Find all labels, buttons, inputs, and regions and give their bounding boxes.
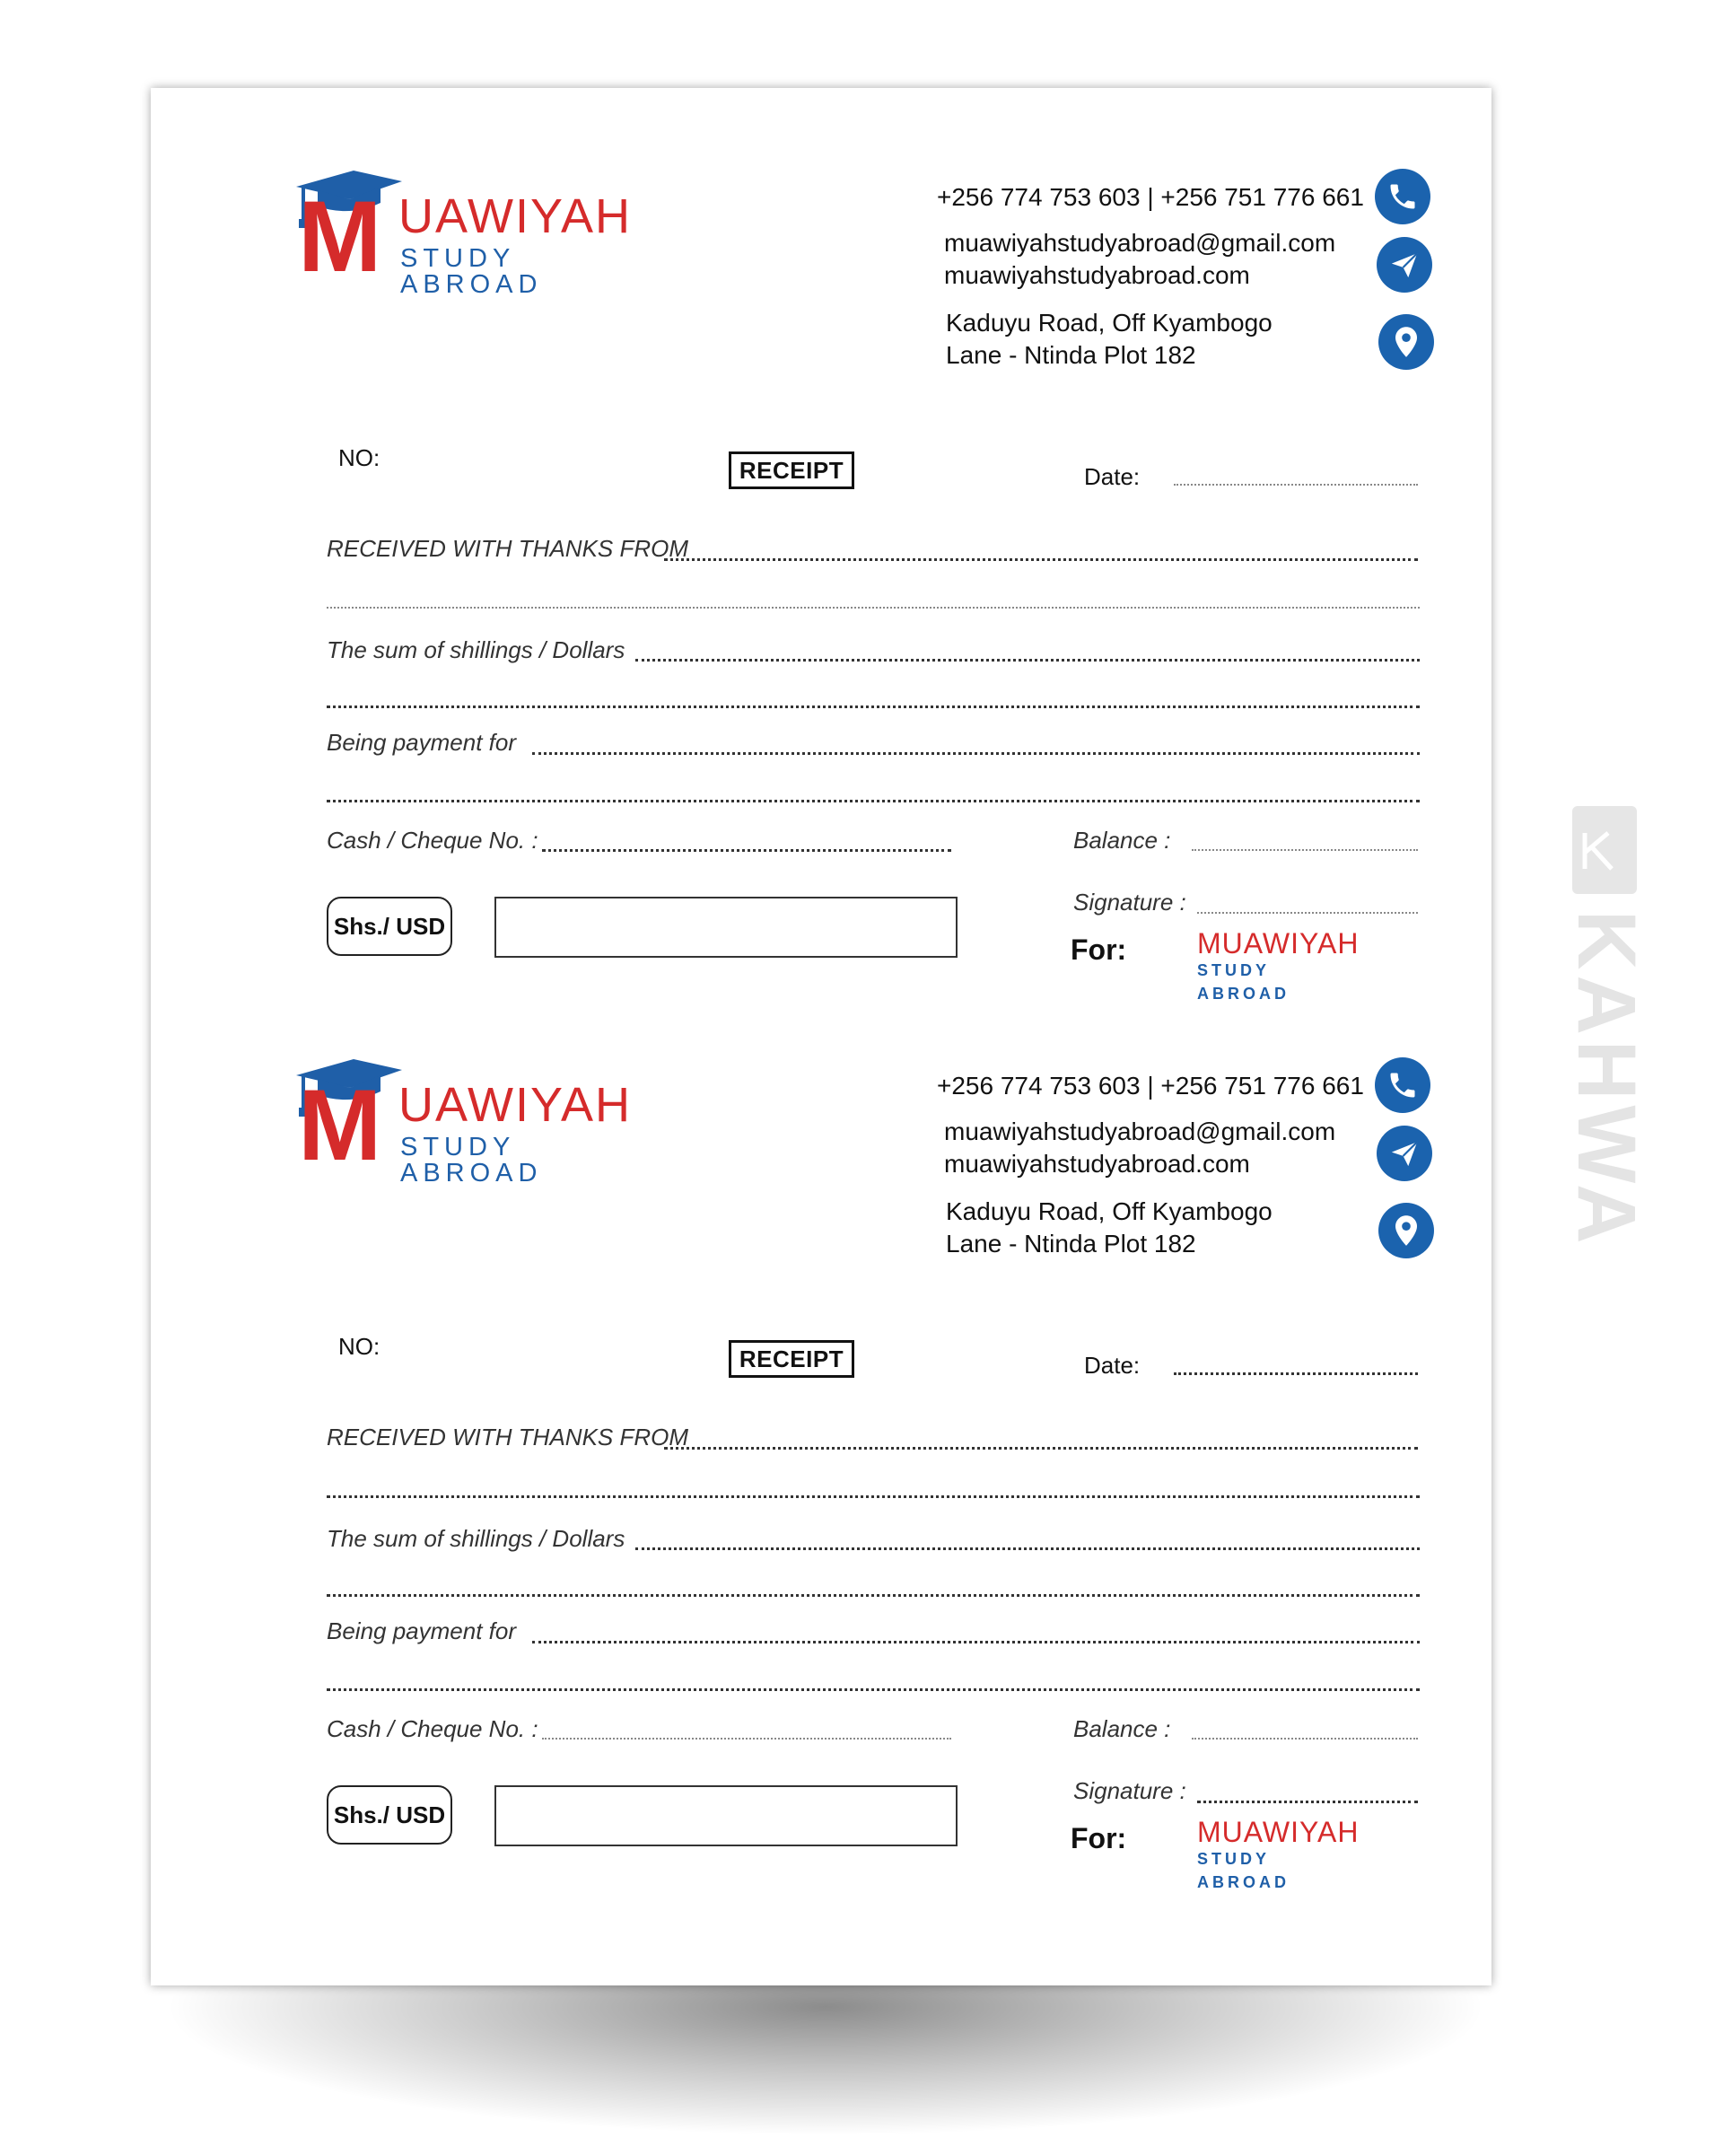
sum-label: The sum of shillings / Dollars xyxy=(327,1525,625,1552)
for-label: For: xyxy=(1071,933,1127,966)
sum-line-2[interactable] xyxy=(327,1594,1420,1597)
for-label: For: xyxy=(1071,1822,1127,1854)
received-from-line[interactable] xyxy=(664,1447,1418,1450)
address-line-2: Lane - Ntinda Plot 182 xyxy=(946,1230,1196,1258)
amount-box[interactable] xyxy=(494,1785,958,1846)
address-line-1: Kaduyu Road, Off Kyambogo xyxy=(946,1197,1273,1225)
company-logo xyxy=(291,167,686,299)
date-label: Date: xyxy=(1084,1352,1141,1379)
receipt-title: RECEIPT xyxy=(729,451,854,489)
receipt-title: RECEIPT xyxy=(729,1340,854,1378)
receipt-bottom xyxy=(151,977,1491,1891)
cheque-no-line[interactable] xyxy=(542,1738,951,1740)
watermark-text: KAHWA xyxy=(1561,910,1652,1249)
location-pin-icon xyxy=(1378,1203,1434,1258)
phone-numbers: +256 774 753 603 | +256 751 776 661 xyxy=(937,1072,1364,1100)
currency-badge: Shs./ USD xyxy=(327,1785,452,1845)
receipt-no-label: NO: xyxy=(338,444,380,471)
signature-line[interactable] xyxy=(1197,912,1418,914)
payment-for-line[interactable] xyxy=(532,1641,1420,1643)
date-line[interactable] xyxy=(1174,484,1418,486)
cheque-no-label: Cash / Cheque No. : xyxy=(327,1715,538,1742)
mini-logo-tagline: STUDY ABROAD xyxy=(1197,1850,1290,1891)
sum-label: The sum of shillings / Dollars xyxy=(327,636,625,663)
logo-tagline: STUDY ABROAD xyxy=(400,244,543,299)
received-from-label: RECEIVED WITH THANKS FROM xyxy=(327,535,689,562)
company-logo xyxy=(291,1056,686,1188)
page-shadow xyxy=(162,1975,1490,2136)
sum-line[interactable] xyxy=(635,1547,1420,1550)
mini-logo-name: MUAWIYAH xyxy=(1197,1816,1360,1848)
amount-box[interactable] xyxy=(494,897,958,958)
phone-icon xyxy=(1375,169,1430,224)
payment-for-label: Being payment for xyxy=(327,1617,517,1644)
receipt-top xyxy=(151,88,1491,1003)
phone-numbers: +256 774 753 603 | +256 751 776 661 xyxy=(937,183,1364,211)
email-address: muawiyahstudyabroad@gmail.com xyxy=(944,1117,1336,1145)
balance-line[interactable] xyxy=(1192,1738,1418,1740)
mini-logo-name: MUAWIYAH xyxy=(1197,927,1360,960)
currency-badge: Shs./ USD xyxy=(327,897,452,956)
send-icon xyxy=(1377,237,1432,293)
cheque-no-line[interactable] xyxy=(542,849,951,852)
phone-icon xyxy=(1375,1057,1430,1113)
cheque-no-label: Cash / Cheque No. : xyxy=(327,827,538,854)
receipt-sheet xyxy=(151,88,1491,1985)
email-address: muawiyahstudyabroad@gmail.com xyxy=(944,229,1336,257)
signature-line[interactable] xyxy=(1197,1801,1418,1803)
signature-label: Signature : xyxy=(1073,889,1186,916)
received-from-line[interactable] xyxy=(664,558,1418,561)
payment-for-line-2[interactable] xyxy=(327,800,1420,802)
balance-label: Balance : xyxy=(1073,827,1171,854)
payment-for-line-2[interactable] xyxy=(327,1688,1420,1691)
logo-tagline: STUDY ABROAD xyxy=(400,1133,543,1188)
address-line-1: Kaduyu Road, Off Kyambogo xyxy=(946,309,1273,337)
logo-initial: M xyxy=(298,180,379,293)
payment-for-label: Being payment for xyxy=(327,729,517,756)
received-from-line-2[interactable] xyxy=(327,1495,1420,1498)
address-line-2: Lane - Ntinda Plot 182 xyxy=(946,341,1196,369)
signature-label: Signature : xyxy=(1073,1777,1186,1804)
received-from-label: RECEIVED WITH THANKS FROM xyxy=(327,1424,689,1450)
website: muawiyahstudyabroad.com xyxy=(944,1150,1250,1178)
payment-for-line[interactable] xyxy=(532,752,1420,755)
date-line[interactable] xyxy=(1174,1372,1418,1375)
date-label: Date: xyxy=(1084,463,1141,490)
location-pin-icon xyxy=(1378,314,1434,370)
balance-line[interactable] xyxy=(1192,849,1418,851)
send-icon xyxy=(1377,1126,1432,1181)
mini-logo-tagline: STUDY ABROAD xyxy=(1197,961,1290,1003)
mini-logo xyxy=(1197,1817,1386,1894)
logo-initial: M xyxy=(298,1069,379,1181)
receipt-no-label: NO: xyxy=(338,1333,380,1360)
received-from-line-2[interactable] xyxy=(327,607,1420,609)
logo-name: UAWIYAH xyxy=(398,1078,633,1132)
kahwa-watermark xyxy=(1561,806,1652,1249)
watermark-icon xyxy=(1572,806,1637,894)
website: muawiyahstudyabroad.com xyxy=(944,261,1250,289)
balance-label: Balance : xyxy=(1073,1715,1171,1742)
logo-name: UAWIYAH xyxy=(398,189,633,243)
sum-line[interactable] xyxy=(635,659,1420,662)
sum-line-2[interactable] xyxy=(327,706,1420,708)
